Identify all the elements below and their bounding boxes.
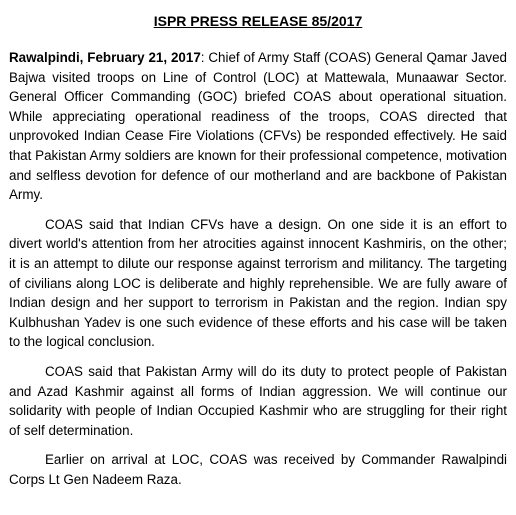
paragraph-3: COAS said that Pakistan Army will do its duty to protect people of Pakistan and Azad Kashmir against all forms of Indian aggression. We will continue our solidarity with people of Indian Occupied Kashmir who are struggling for their right of self determination.	[9, 363, 507, 438]
document-title: ISPR PRESS RELEASE 85/2017	[153, 13, 363, 29]
dateline: Rawalpindi, February 21, 2017	[9, 50, 201, 65]
paragraph-2: COAS said that Indian CFVs have a design. On one side it is an effort to divert world's attention from her atrocities against innocent Kashmiris, on the other; it is an attempt to dilute our response against terrorism and militancy. The targeting of civilians along LOC is deliberate and highly reprehensible. We are fully aware of Indian design and her support to terrorism in Pakistan and the region. Indian spy Kulbhushan Yadev is one such evidence of these efforts and his case will be taken to the logical conclusion.	[9, 216, 507, 350]
paragraph-1-text: : Chief of Army Staff (COAS) General Qamar Javed Bajwa visited troops on Line of Control (LOC) at Mattewala, Munaawar Sector. General Officer Commanding (GOC) briefed COAS about operational situation. While appreciating operational readiness of the troops, COAS directed that unprovoked Indian Cease Fire Violations (CFVs) be responded effectively. He said that Pakistan Army soldiers are known for their professional competence, motivation and selfless devotion for defence of our motherland and are backbone of Pakistan Army.	[9, 50, 507, 203]
paragraph-4: Earlier on arrival at LOC, COAS was received by Commander Rawalpindi Corps Lt Gen Nadeem Raza.	[9, 452, 507, 487]
paragraph-1	[9, 48, 507, 205]
